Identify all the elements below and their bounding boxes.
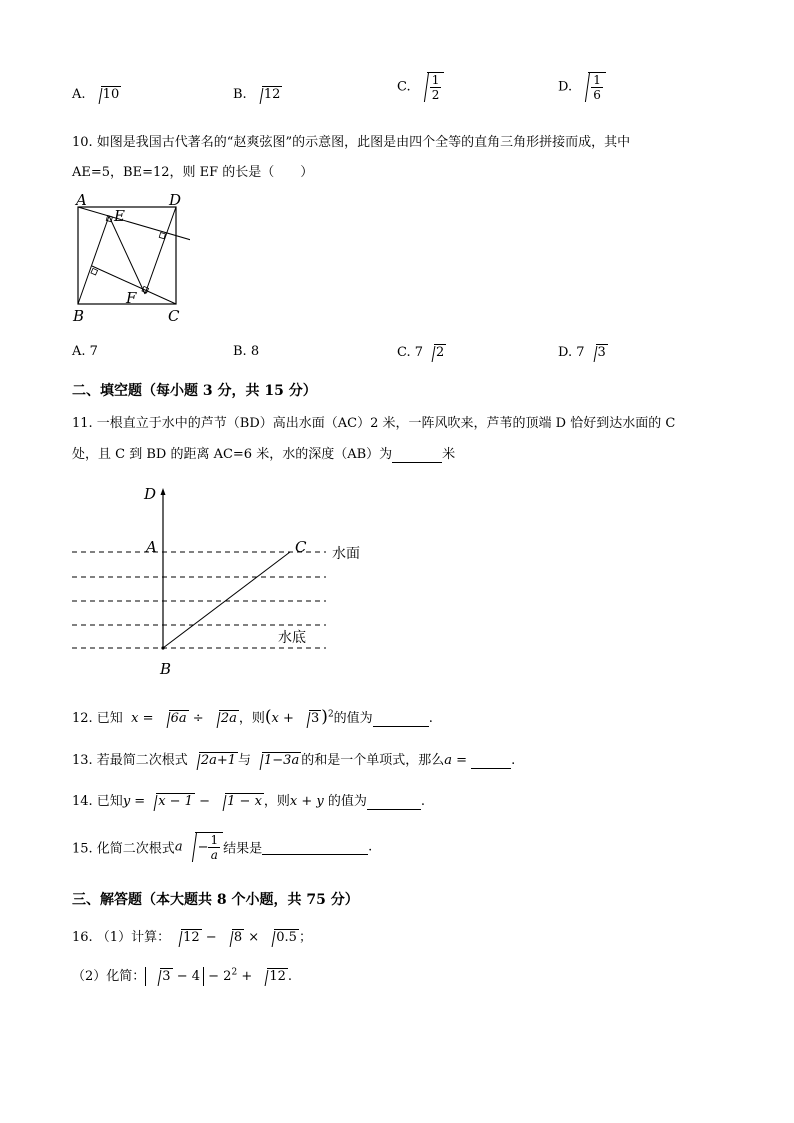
label-water-bottom: 水底: [278, 630, 306, 646]
q16-part1: 16. （1）计算： 12 − 8 × 0.5 ；: [72, 930, 312, 945]
segment-bc: [163, 552, 290, 648]
answer-blank: [392, 447, 442, 463]
radical: 3: [300, 710, 321, 726]
radical: 3: [587, 344, 608, 360]
radical: x − 1: [147, 793, 195, 809]
answer-blank: [471, 753, 511, 769]
q14: 14. 已知y = x − 1 − 1 − x ，则x + y 的值为 .: [72, 794, 426, 809]
radical: 2a: [210, 710, 239, 726]
q12: 12. 已知 x = 6a ÷ 2a ，则(x + 3 )$^2$的值为 .: [72, 707, 433, 727]
label-e: E: [114, 207, 125, 225]
right-angle-mark: [91, 268, 98, 275]
q10-option-a: A. 7: [72, 344, 98, 359]
radical: $\frac{1}{2}$: [415, 72, 445, 102]
radical: $\frac{1}{6}$: [576, 72, 606, 102]
q16-part2: （2）化简： $3 - 4 - 2^2 + 12$ .: [72, 967, 293, 984]
answer-blank: [367, 794, 421, 810]
option-d: D. $\frac{1}{6}$: [558, 72, 606, 102]
label-f: F: [126, 289, 137, 307]
right-angle-mark: [159, 233, 165, 239]
option-b: B. 12: [233, 87, 281, 102]
q10-text-line2: AE=5，BE=12，则 EF 的长是（ ）: [72, 165, 314, 180]
radical: 2a+1: [190, 752, 238, 768]
option-c: C. $\frac{1}{2}$: [397, 72, 444, 102]
radical: 12: [258, 968, 288, 984]
label-water-surface: 水面: [332, 546, 360, 562]
radical: 0.5: [265, 929, 299, 945]
arrow-head: [161, 488, 166, 495]
segment-eb: [78, 216, 109, 304]
answer-blank: [262, 839, 368, 855]
radical: 8: [223, 929, 244, 945]
radical: 10: [92, 86, 122, 102]
q10-text-line1: 10. 如图是我国古代著名的“赵爽弦图”的示意图，此图是由四个全等的直角三角形拼接而成，其中: [72, 135, 631, 150]
label-b: B: [160, 660, 172, 678]
zhao-shuang-diagram: [70, 190, 190, 325]
q15: 15. 化简二次根式a − $\frac{1}{a}$ 结果是 .: [72, 833, 373, 862]
label-b: B: [73, 307, 85, 325]
reed-diagram: [66, 482, 386, 682]
label-c: C: [295, 538, 307, 556]
q10-option-b: B. 8: [233, 344, 260, 359]
radical: − $\frac{1}{a}$: [183, 832, 224, 862]
q11-text-line1: 11. 一根直立于水中的芦节（BD）高出水面（AC）2 米，一阵风吹来，芦苇的顶端 D 恰好到达水面的 C: [72, 416, 676, 431]
q10-option-c: C. 7 2: [397, 345, 445, 360]
answer-blank: [373, 711, 429, 727]
segment-ad-triangle: [78, 207, 190, 240]
radical: 1−3a: [253, 752, 301, 768]
radical: 3: [151, 968, 172, 984]
label-d: D: [169, 191, 182, 209]
q13: 13. 若最简二次根式 2a+1 与 1−3a 的和是一个单项式，那么a = .: [72, 753, 516, 768]
radical: 1 − x: [216, 793, 264, 809]
radical: 6a: [160, 710, 189, 726]
label-c: C: [168, 307, 180, 325]
radical: 12: [253, 86, 283, 102]
section-heading: 二、填空题（每小题 3 分，共 15 分）: [72, 383, 317, 399]
label-a: A: [76, 191, 87, 209]
radical: 12: [172, 929, 202, 945]
label-a: A: [146, 538, 157, 556]
q11-text-line2: 处，且 C 到 BD 的距离 AC=6 米，水的深度（AB）为 米: [72, 447, 456, 462]
segment-df: [145, 207, 176, 294]
q10-option-d: D. 7 3: [558, 345, 606, 360]
radical: 2: [425, 344, 446, 360]
label-d: D: [144, 485, 157, 503]
option-a: A. 10: [72, 87, 120, 102]
section-heading: 三、解答题（本大题共 8 个小题，共 75 分）: [72, 892, 359, 908]
